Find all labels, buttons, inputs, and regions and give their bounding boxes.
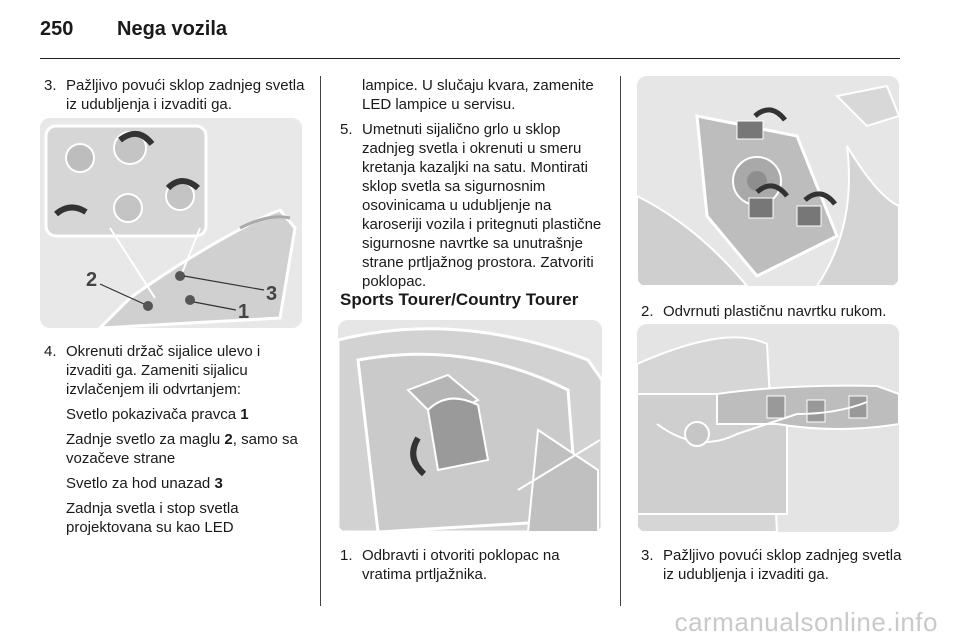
- rear-lamp-assembly-drawing: [637, 324, 899, 532]
- column-2: [340, 76, 605, 297]
- step-3: [44, 76, 306, 114]
- column-3-lower: [641, 546, 903, 590]
- step-5: [340, 120, 605, 291]
- continuation-text: lampice. U slučaju kvara, zamenite LED lampice u servisu.: [362, 77, 594, 113]
- header-rule: [40, 58, 900, 59]
- column-divider: [620, 76, 621, 606]
- step-text: Pažljivo povući sklop zadnjeg svetla iz udubljenja i izvaditi ga.: [66, 77, 305, 113]
- page-number: 250: [40, 18, 74, 40]
- column-1-lower: [44, 342, 306, 543]
- callout-3: 3: [266, 283, 278, 305]
- step-4: [44, 342, 306, 399]
- bulb-item: Svetlo pokazivača pravca 1: [66, 406, 249, 423]
- tail-light-drawing: [40, 118, 302, 328]
- tailgate-illustration: [338, 320, 602, 532]
- tail-light-illustration: [40, 118, 302, 328]
- step-number: 2.: [641, 303, 654, 320]
- column-1: [44, 76, 306, 120]
- bulb-item: Svetlo za hod unazad 3: [66, 475, 223, 492]
- step-text: Okrenuti držač sijalice ulevo i izvaditi ga. Zameniti sijalicu izvlačenjem ili odvrtanjem:: [66, 343, 261, 398]
- column-divider: [320, 76, 321, 606]
- step-text: Odvrnuti plastičnu navrtku rukom.: [663, 303, 887, 320]
- step-number: 5.: [340, 121, 353, 138]
- light-socket-drawing: [637, 76, 899, 286]
- step-3: [641, 546, 903, 584]
- section-heading-wrap: [340, 290, 605, 309]
- column-2-lower: [340, 546, 605, 590]
- step-text: Pažljivo povući sklop zadnjeg svetla iz udubljenja i izvaditi ga.: [663, 547, 902, 583]
- step-number: 3.: [641, 547, 654, 564]
- callout-2: 2: [86, 269, 98, 291]
- callout-1: 1: [238, 301, 250, 323]
- step-text: Odbravti i otvoriti poklopac na vratima prtljažnika.: [362, 547, 560, 583]
- bulb-item: Zadnje svetlo za maglu 2, samo sa vozačeve strane: [66, 431, 298, 467]
- page-title: Nega vozila: [117, 18, 228, 40]
- section-heading: Sports Tourer/Country Tourer: [340, 290, 579, 309]
- step-number: 1.: [340, 547, 353, 564]
- step-number: 4.: [44, 343, 57, 360]
- step-2: [641, 302, 903, 321]
- step-1: [340, 546, 605, 584]
- watermark: carmanualsonline.info: [674, 607, 938, 637]
- step-number: 3.: [44, 77, 57, 94]
- rear-lamp-assembly-illustration: [637, 324, 899, 532]
- tailgate-drawing: [338, 320, 602, 532]
- step-text: Umetnuti sijalično grlo u sklop zadnjeg svetla i okrenuti u smeru kretanja kazaljki na satu. Montirati sklop svetla sa sigurnosnim osovinicama u udubljenje na karoseriji vozila i pritegnuti plastične sigurnosne navrtke sa unutrašnje strane prtljažnog prostora. Zatvoriti poklopac.: [362, 121, 602, 290]
- light-socket-illustration: [637, 76, 899, 286]
- bulb-item: Zadnja svetla i stop svetla projektovana su kao LED: [66, 500, 239, 536]
